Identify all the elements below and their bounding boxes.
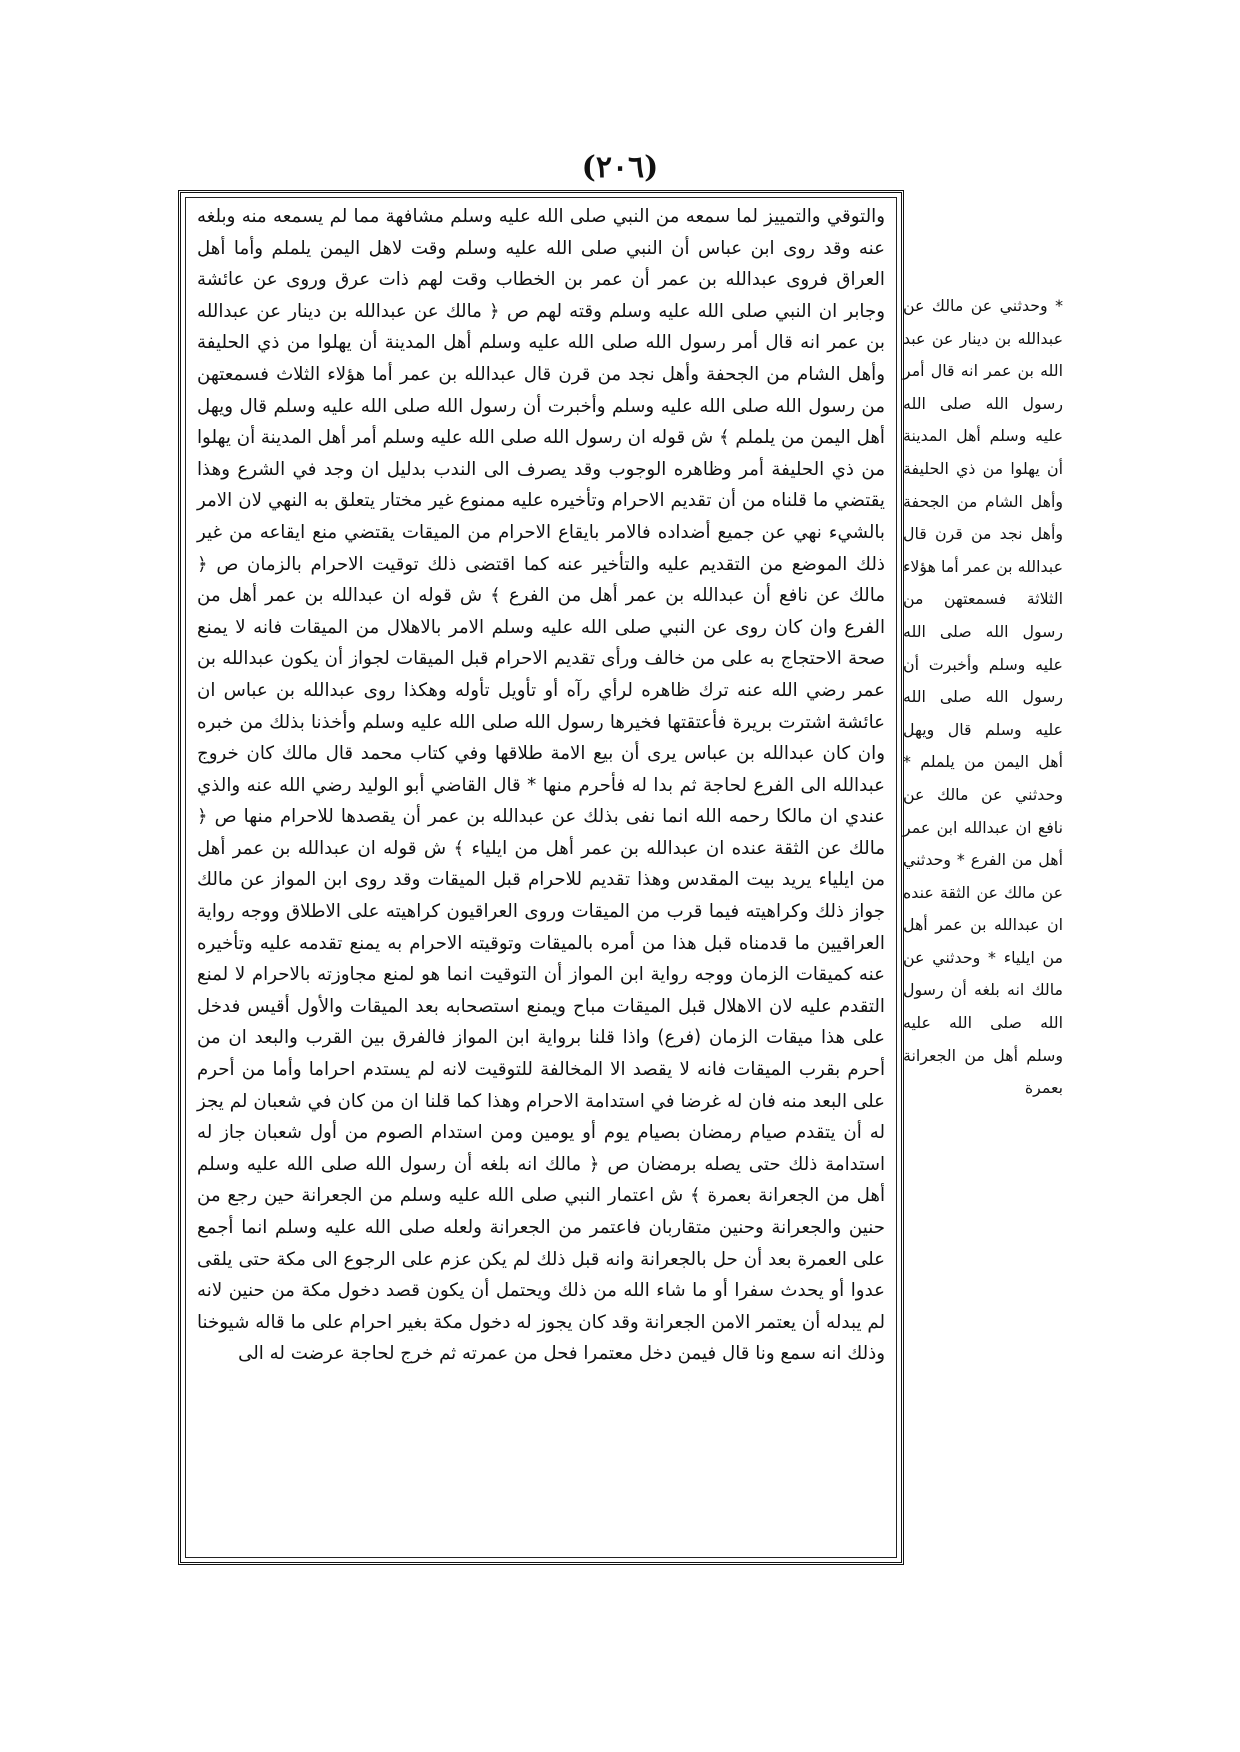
- main-text-frame: [178, 190, 904, 1565]
- margin-hadith-column: [903, 290, 1063, 1105]
- margin-paragraph: * وحدثني عن مالك عن عبدالله بن دينار عن عبد الله بن عمر انه قال أمر رسول الله صلى الله عليه وسلم أهل المدينة أن يهلوا من ذي الحليفة وأهل الشام من الجحفة وأهل نجد من قرن قال عبدالله بن عمر أما هؤلاء الثلاثة فسمعتهن من رسول الله صلى الله عليه وسلم وأخبرت أن رسول الله صلى الله عليه وسلم قال ويهل أهل اليمن من يلملم * وحدثني عن مالك عن نافع ان عبدالله ابن عمر أهل من الفرع * وحدثني عن مالك عن الثقة عنده ان عبدالله بن عمر أهل من ايلياء * وحدثني عن مالك انه بلغه أن رسول الله صلى الله عليه وسلم أهل من الجعرانة بعمرة: [903, 296, 1063, 1098]
- page-number: (٢٠٦): [581, 150, 659, 185]
- main-commentary-text: [197, 201, 885, 1370]
- main-paragraph: والتوقي والتمييز لما سمعه من النبي صلى الله عليه وسلم مشافهة مما لم يسمعه منه وبلغه عنه وقد روى ابن عباس أن النبي صلى الله عليه وسلم وقت لاهل اليمن يلملم وأما أهل العراق فروى عبدالله بن عمر أن عمر بن الخطاب وقت لهم ذات عرق وروى عن عائشة وجابر ان النبي صلى الله عليه وسلم وقته لهم ص ﴿ مالك عن عبدالله بن دينار عن عبدالله بن عمر انه قال أمر رسول الله صلى الله عليه وسلم أهل المدينة أن يهلوا من ذي الحليفة وأهل الشام من الجحفة وأهل نجد من قرن قال عبدالله بن عمر أما هؤلاء الثلاث فسمعتهن من رسول الله صلى الله عليه وسلم وأخبرت أن رسول الله صلى الله عليه وسلم قال ويهل أهل اليمن من يلملم ﴾ ش قوله ان رسول الله صلى الله عليه وسلم أمر أهل المدينة أن يهلوا من ذي الحليفة أمر وظاهره الوجوب وقد يصرف الى الندب بدليل ان وجد في الشرع وهذا يقتضي ما قلناه من أن تقديم الاحرام وتأخيره عليه ممنوع غير مختار يتعلق به النهي لان الامر بالشيء نهي عن جميع أضداده فالامر بايقاع الاحرام من الميقات يقتضي منع ايقاعه من غير ذلك الموضع من التقديم عليه والتأخير عنه كما اقتضى ذلك توقيت الاحرام بالزمان ص ﴿ مالك عن نافع أن عبدالله بن عمر أهل من الفرع ﴾ ش قوله ان عبدالله بن عمر أهل من الفرع وان كان روى عن النبي صلى الله عليه وسلم الامر بالاهلال من الميقات فانه لا يمنع صحة الاحتجاج به على من خالف ورأى تقديم الاحرام قبل الميقات لجواز أن يكون عبدالله بن عمر رضي الله عنه ترك ظاهره لرأي رآه أو تأويل تأوله وهكذا روى عبدالله بن عباس ان عائشة اشترت بريرة فأعتقتها فخيرها رسول الله صلى الله عليه وسلم وأخذنا بذلك من خبره وان كان عبدالله بن عباس يرى أن بيع الامة طلاقها وفي كتاب محمد قال مالك كان خروج عبدالله الى الفرع لحاجة ثم بدا له فأحرم منها * قال القاضي أبو الوليد رضي الله عنه والذي عندي ان مالكا رحمه الله انما نفى بذلك عن عبدالله بن عمر أن يقصدها للاحرام منها ص ﴿ مالك عن الثقة عنده ان عبدالله بن عمر أهل من ايلياء ﴾ ش قوله ان عبدالله بن عمر أهل من ايلياء يريد بيت المقدس وهذا تقديم للاحرام قبل الميقات وقد روى ابن المواز عن مالك جواز ذلك وكراهيته فيما قرب من الميقات وروى العراقيون كراهيته على الاطلاق ووجه رواية العراقيين ما قدمناه قبل هذا من أمره بالميقات وتوقيته الاحرام به يمنع تقدمه عليه وتأخيره عنه كميقات الزمان ووجه رواية ابن المواز أن التوقيت انما هو لمنع مجاوزته بالاحرام لا لمنع التقدم عليه لان الاهلال قبل الميقات مباح ويمنع استصحابه بعد الميقات والأول أقيس فدخل على هذا ميقات الزمان (فرع) واذا قلنا برواية ابن المواز فالفرق بين القرب والبعد ان من أحرم بقرب الميقات فانه لا يقصد الا المخالفة للتوقيت لانه لم يستدم احراما وأما من أحرم على البعد منه فان له غرضا في استدامة الاحرام وهذا كما قلنا ان من كان في شعبان لم يجز له أن يتقدم صيام رمضان بصيام يوم أو يومين ومن استدام الصوم من أول شعبان جاز له استدامة ذلك حتى يصله برمضان ص ﴿ مالك انه بلغه أن رسول الله صلى الله عليه وسلم أهل من الجعرانة بعمرة ﴾ ش اعتمار النبي صلى الله عليه وسلم من الجعرانة حين رجع من حنين والجعرانة وحنين متقاربان فاعتمر من الجعرانة ولعله صلى الله عليه وسلم انما أجمع على العمرة بعد أن حل بالجعرانة وانه قبل ذلك لم يكن عزم على الرجوع الى مكة حتى يلقى عدوا أو يحدث سفرا أو ما شاء الله من ذلك ويحتمل أن يكون قصد دخول مكة من حنين لانه لم يبدله أن يعتمر الامن الجعرانة وقد كان يجوز له دخول مكة بغير احرام على ما قاله شيوخنا وذلك انه سمع ونا قال فيمن دخل معتمرا فحل من عمرته ثم خرج لحاجة عرضت له الى: [197, 206, 885, 1365]
